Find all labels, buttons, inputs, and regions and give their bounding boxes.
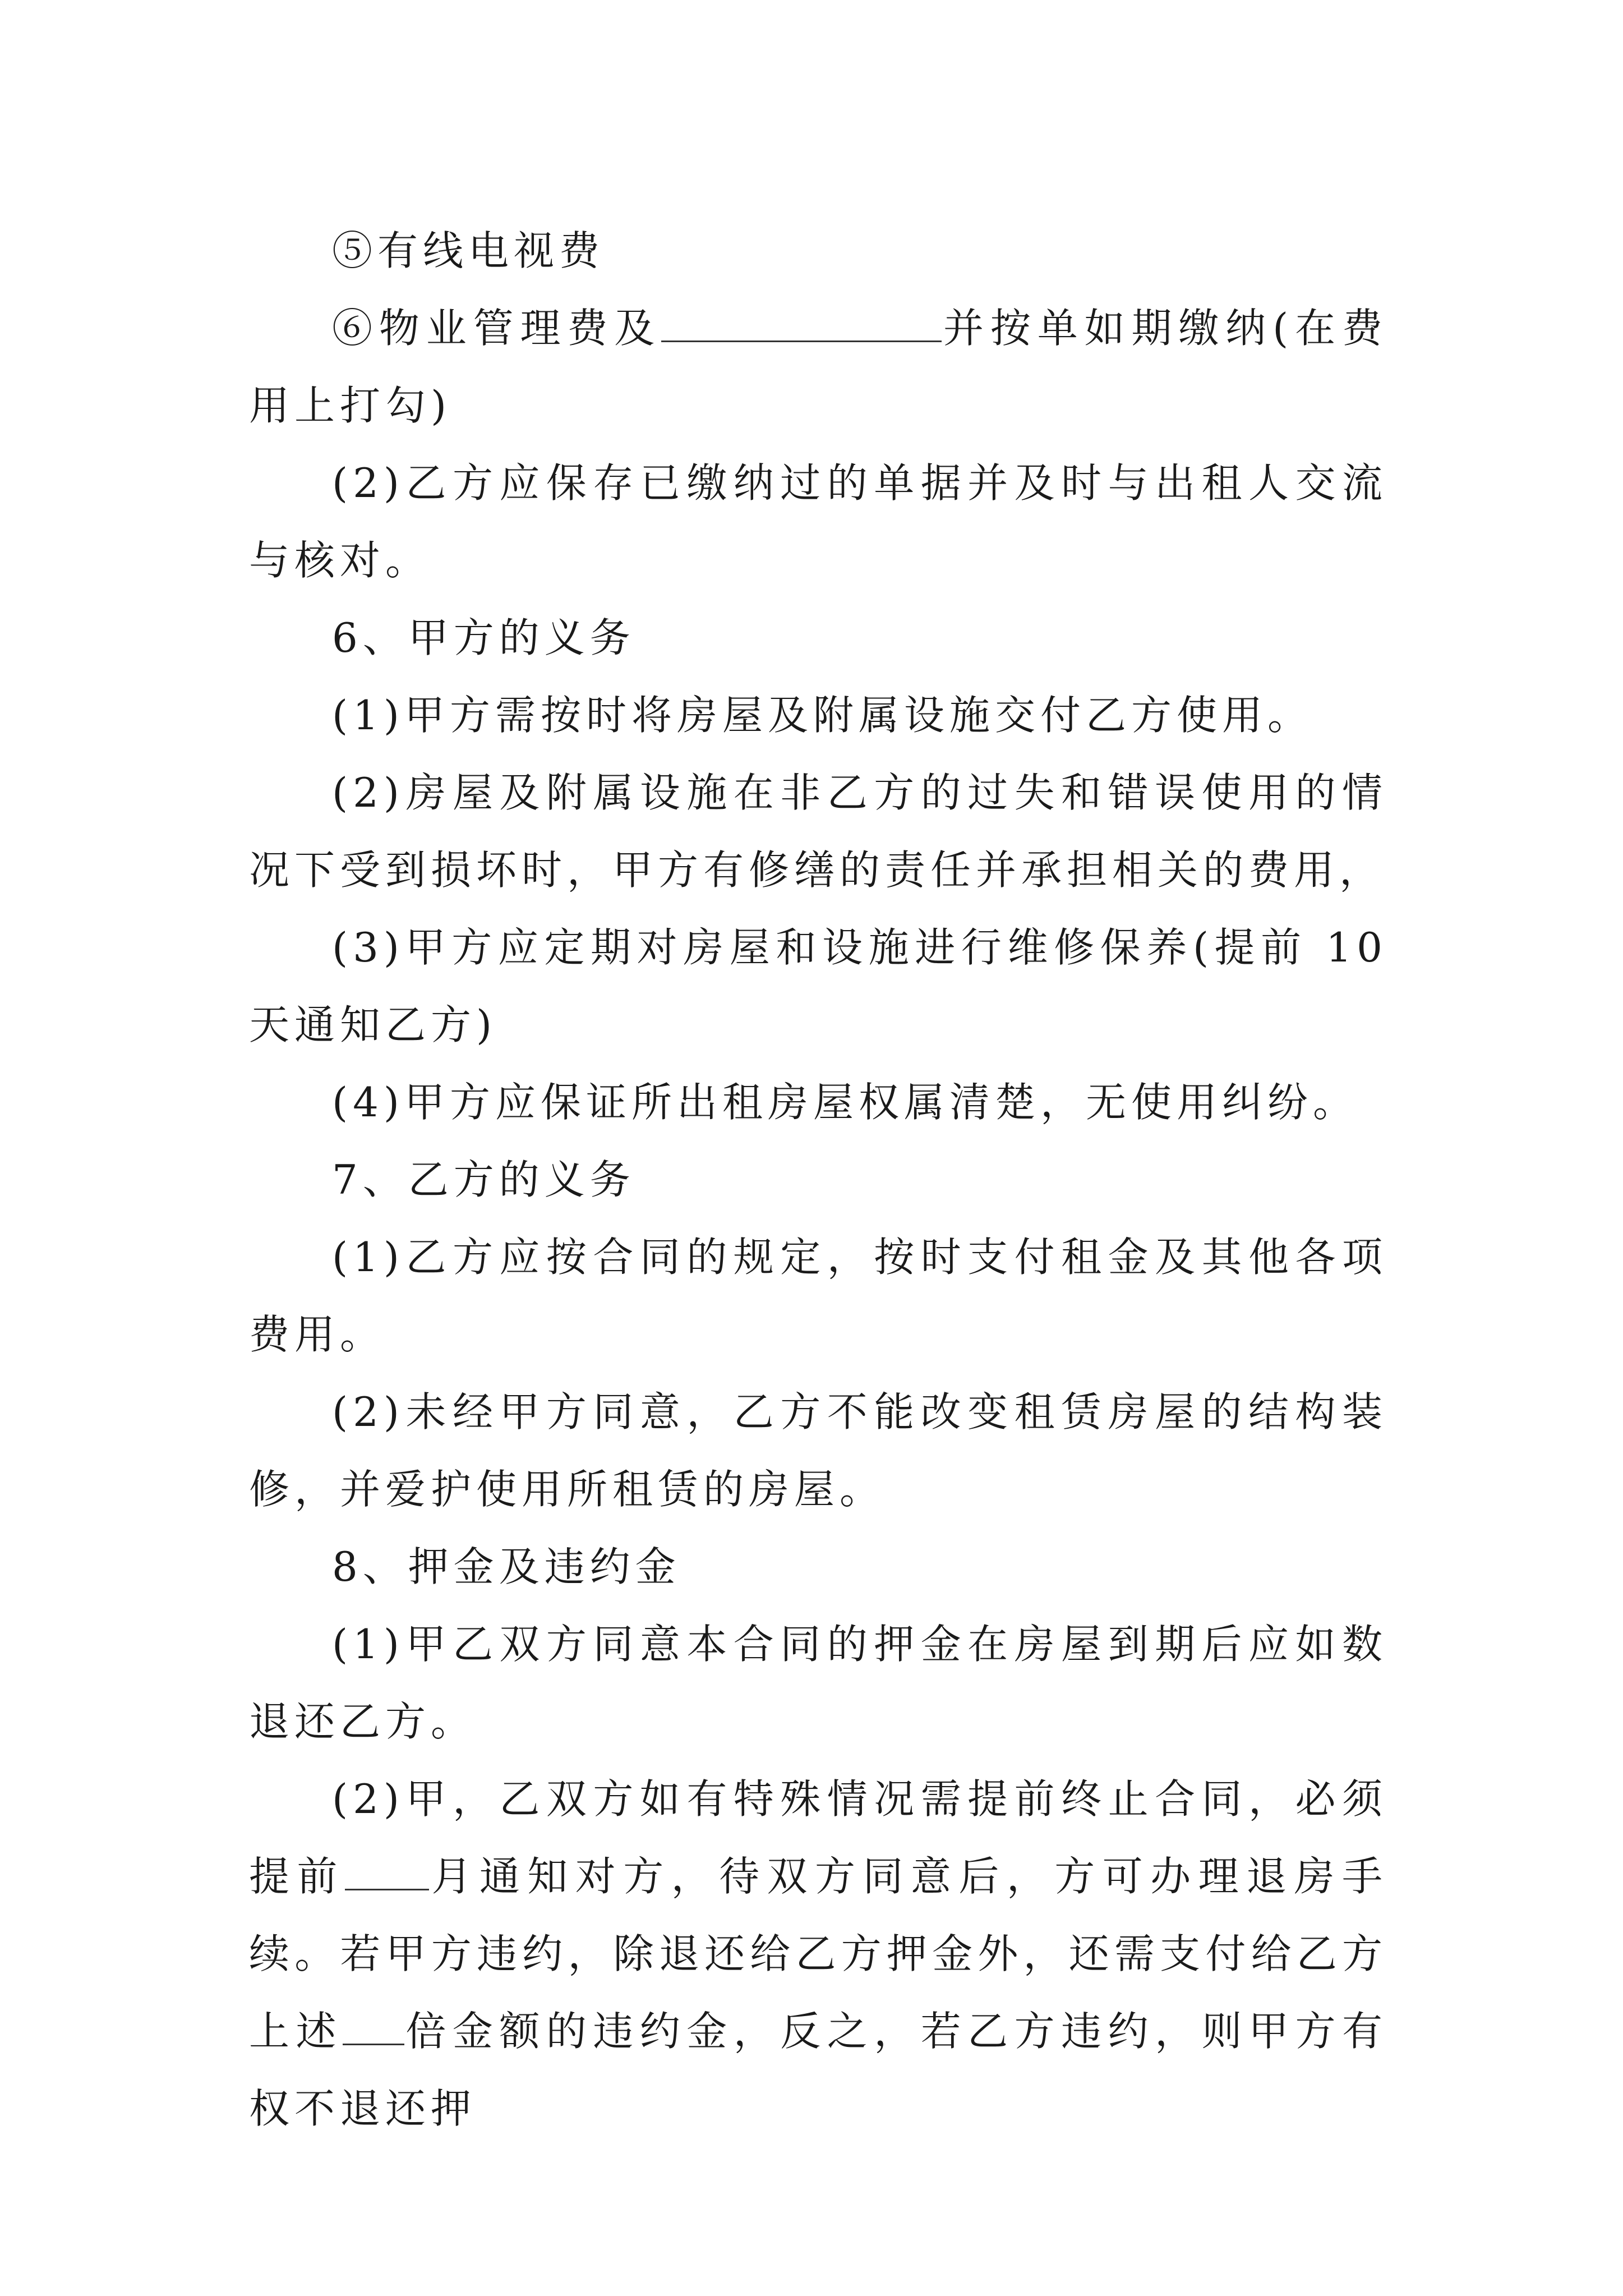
- paragraph-keep-receipts: [249, 444, 1387, 599]
- fill-in-blank-months: [345, 1852, 429, 1890]
- heading-text: 8、押金及违约金: [332, 1543, 681, 1590]
- section-heading-deposit-penalty: [249, 1528, 1387, 1605]
- paragraph-text: ⑥物业管理费及: [332, 305, 662, 352]
- paragraph-text: (2)乙方应保存已缴纳过的单据并及时与出租人交流与核对。: [249, 459, 1387, 584]
- paragraph-b-1: [249, 1218, 1387, 1373]
- section-heading-party-b-obligations: [249, 1141, 1387, 1218]
- paragraph-text: (3)甲方应定期对房屋和设施进行维修保养(提前 10 天通知乙方): [249, 924, 1387, 1048]
- paragraph-text: (2)甲，乙双方如有特殊情况需提前终止合同，必须提前: [249, 1775, 1387, 1900]
- fill-in-blank-multiple: [343, 2007, 404, 2045]
- paragraph-a-3: [249, 909, 1387, 1064]
- paragraph-a-2: [249, 754, 1387, 909]
- paragraph-a-4: [249, 1064, 1387, 1141]
- paragraph-text: (1)甲乙双方同意本合同的押金在房屋到期后应如数退还乙方。: [249, 1621, 1387, 1745]
- paragraph-deposit-2: [249, 1760, 1387, 2147]
- paragraph-text: (1)乙方应按合同的规定，按时支付租金及其他各项费用。: [249, 1234, 1387, 1358]
- document-body: [249, 212, 1387, 2147]
- paragraph-text: 月通知对方，待双方同意后，方可办理退房手续。若甲方违约，除退还给乙方押金外，还需支付给乙方上述: [249, 1853, 1387, 2055]
- heading-text: 6、甲方的义务: [332, 614, 635, 661]
- paragraph-a-1: [249, 677, 1387, 754]
- section-heading-party-a-obligations: [249, 599, 1387, 677]
- paragraph-text: (2)未经甲方同意，乙方不能改变租赁房屋的结构装修，并爱护使用所租赁的房屋。: [249, 1388, 1387, 1513]
- paragraph-text: 并按单如期缴纳(在费用上打勾): [249, 305, 1387, 429]
- paragraph-text: (4)甲方应保证所出租房屋权属清楚，无使用纠纷。: [332, 1079, 1358, 1126]
- paragraph-text: 倍金额的违约金，反之，若乙方违约，则甲方有权不退还押: [249, 2008, 1387, 2132]
- paragraph-deposit-1: [249, 1605, 1387, 1760]
- paragraph-text: (1)甲方需按时将房屋及附属设施交付乙方使用。: [332, 692, 1313, 739]
- paragraph-cable-tv-fee: [249, 212, 1387, 289]
- paragraph-b-2: [249, 1373, 1387, 1528]
- paragraph-text: ⑤有线电视费: [332, 227, 605, 274]
- fill-in-blank: [661, 304, 942, 342]
- paragraph-text: (2)房屋及附属设施在非乙方的过失和错误使用的情况下受到损坏时，甲方有修缮的责任并承担相关的费用，: [249, 769, 1387, 894]
- paragraph-property-fee: [249, 289, 1387, 444]
- heading-text: 7、乙方的义务: [332, 1156, 635, 1203]
